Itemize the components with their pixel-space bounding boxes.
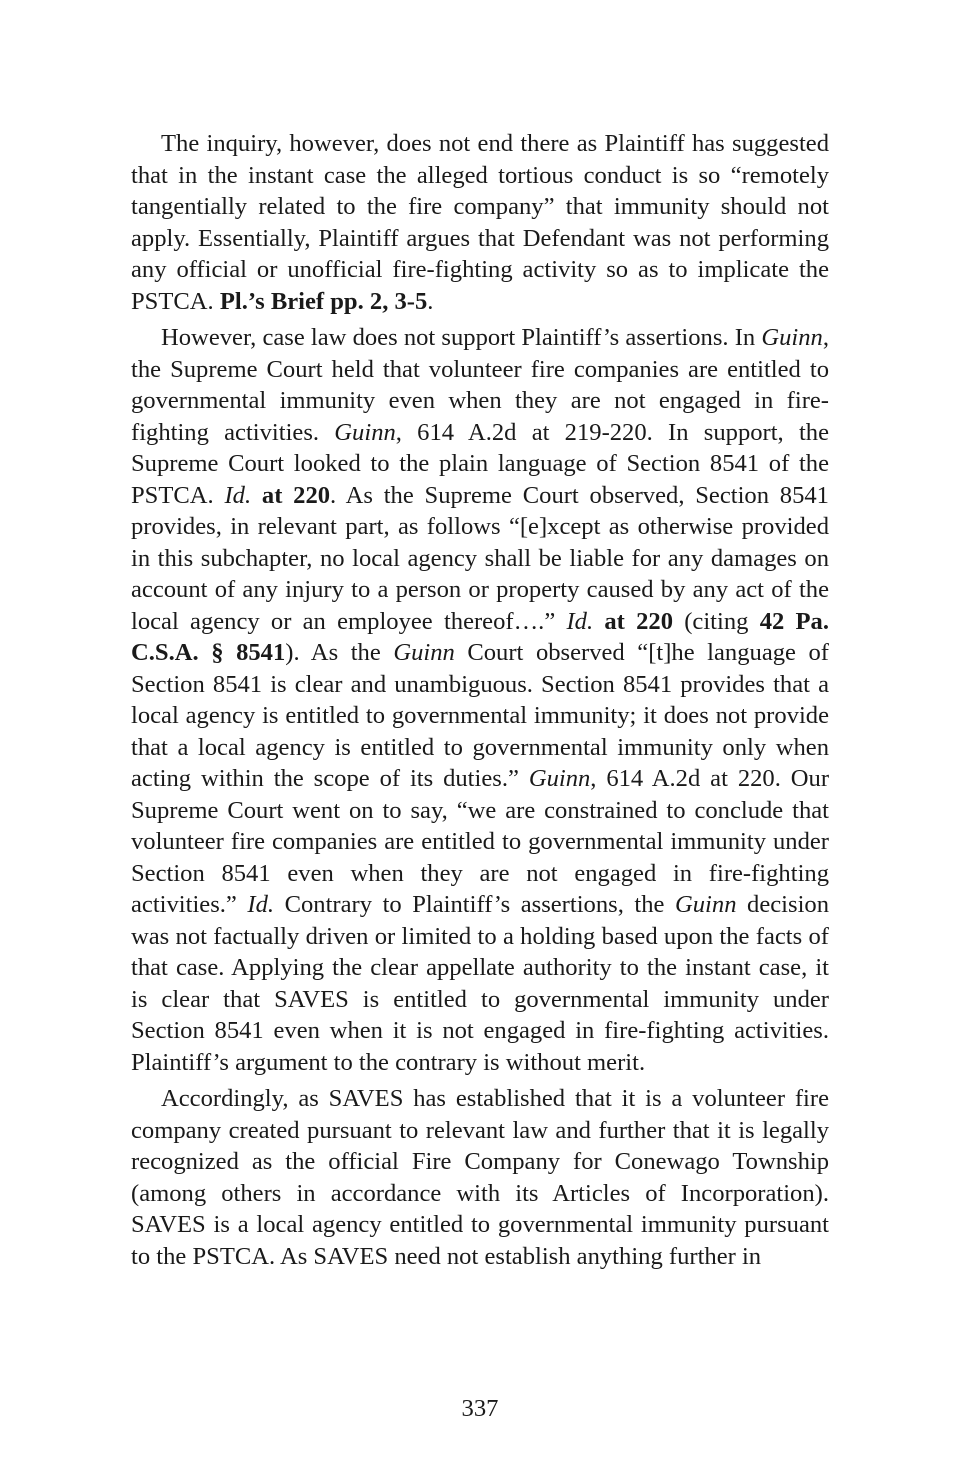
case-name-italic: Id. (566, 607, 594, 635)
text-run (593, 608, 604, 635)
text-run: ). As the (285, 639, 394, 666)
case-name-italic: Guinn (675, 891, 737, 918)
citation-bold: at 220 (604, 607, 673, 635)
case-name-italic: Id. (247, 891, 275, 918)
text-run: . As the Supreme Court observed, Section 8541 provides, in relevant part, as follows “[e]xcept as otherwise provided in this subchapter, no local agency shall be liable for any damages on account of any injury to a person or property caused by any act of the local agency or an employee thereof….” (131, 481, 829, 635)
text-run: Accordingly, as SAVES has established that it is a volunteer fire company created pursuant to relevant law and further that it is legally recognized as the official Fire Company for Conewago Township (among others in accordance with its Articles of Incorporation). SAVES is a local agency entitled to governmental immunity pursuant to the PSTCA. As SAVES need not establish anything further in (131, 1085, 829, 1270)
text-run (251, 482, 262, 509)
page-number: 337 (461, 1395, 499, 1422)
case-name-italic: Guinn (334, 418, 396, 446)
case-name-italic: Guinn (528, 765, 591, 792)
paragraph-3 (131, 1083, 829, 1272)
text-run: However, case law does not support Plaintiff’s assertions. In (161, 324, 762, 351)
text-run: The inquiry, however, does not end there as Plaintiff has suggested that in the instant case the alleged tortious conduct is so “remotely tangentially related to the fire company” that immunity should not apply. Essentially, Plaintiff argues that Defendant was not performing any official or unofficial fire-fighting activity so as to implicate the PSTCA. (131, 130, 829, 315)
text-run: , the Supreme Court held that volunteer fire companies are entitled to governmental immunity even when they are not engaged in fire-fighting activities. (131, 324, 829, 446)
citation-bold: Pl.’s Brief pp. 2, 3-5 (219, 287, 428, 315)
case-name-italic: Guinn (761, 324, 823, 351)
text-run: Court observed “[t]he language of Section 8541 is clear and unambiguous. Section 8541 provides that a local agency is entitled to governmental immunity; it does not provide that a local agency is entitled to governmental immunity only when acting within the scope of its duties.” (131, 639, 829, 792)
paragraph-2 (131, 322, 829, 1078)
case-name-italic: Guinn (393, 639, 455, 666)
text-run: , 614 A.2d at 220. Our Supreme Court went on to say, “we are constrained to conclude that volunteer fire companies are entitled to governmental immunity under Section 8541 even when they are not engaged in fire-fighting activities.” (131, 765, 830, 918)
text-run: (citing (673, 607, 760, 635)
text-run: , 614 A.2d at 219-220. In support, the Supreme Court looked to the plain language of Section 8541 of the PSTCA. (131, 418, 829, 509)
text-run: decision was not factually driven or limited to a holding based upon the facts of that case. Applying the clear appellate authority to the instant case, it is clear that SAVES is entitled to governmental immunity under Section 8541 even when it is not engaged in fire-fighting activities. Plaintiff’s argument to the contrary is without merit. (131, 891, 829, 1076)
text-run: . (427, 287, 434, 315)
case-name-italic: Id. (224, 481, 252, 509)
citation-bold: at 220 (261, 481, 331, 509)
citation-bold: 42 Pa. C.S.A. § 8541 (131, 607, 829, 666)
text-run: Contrary to Plaintiff’s assertions, the (274, 891, 675, 918)
body-text (131, 128, 829, 1277)
paragraph-1 (131, 128, 829, 317)
